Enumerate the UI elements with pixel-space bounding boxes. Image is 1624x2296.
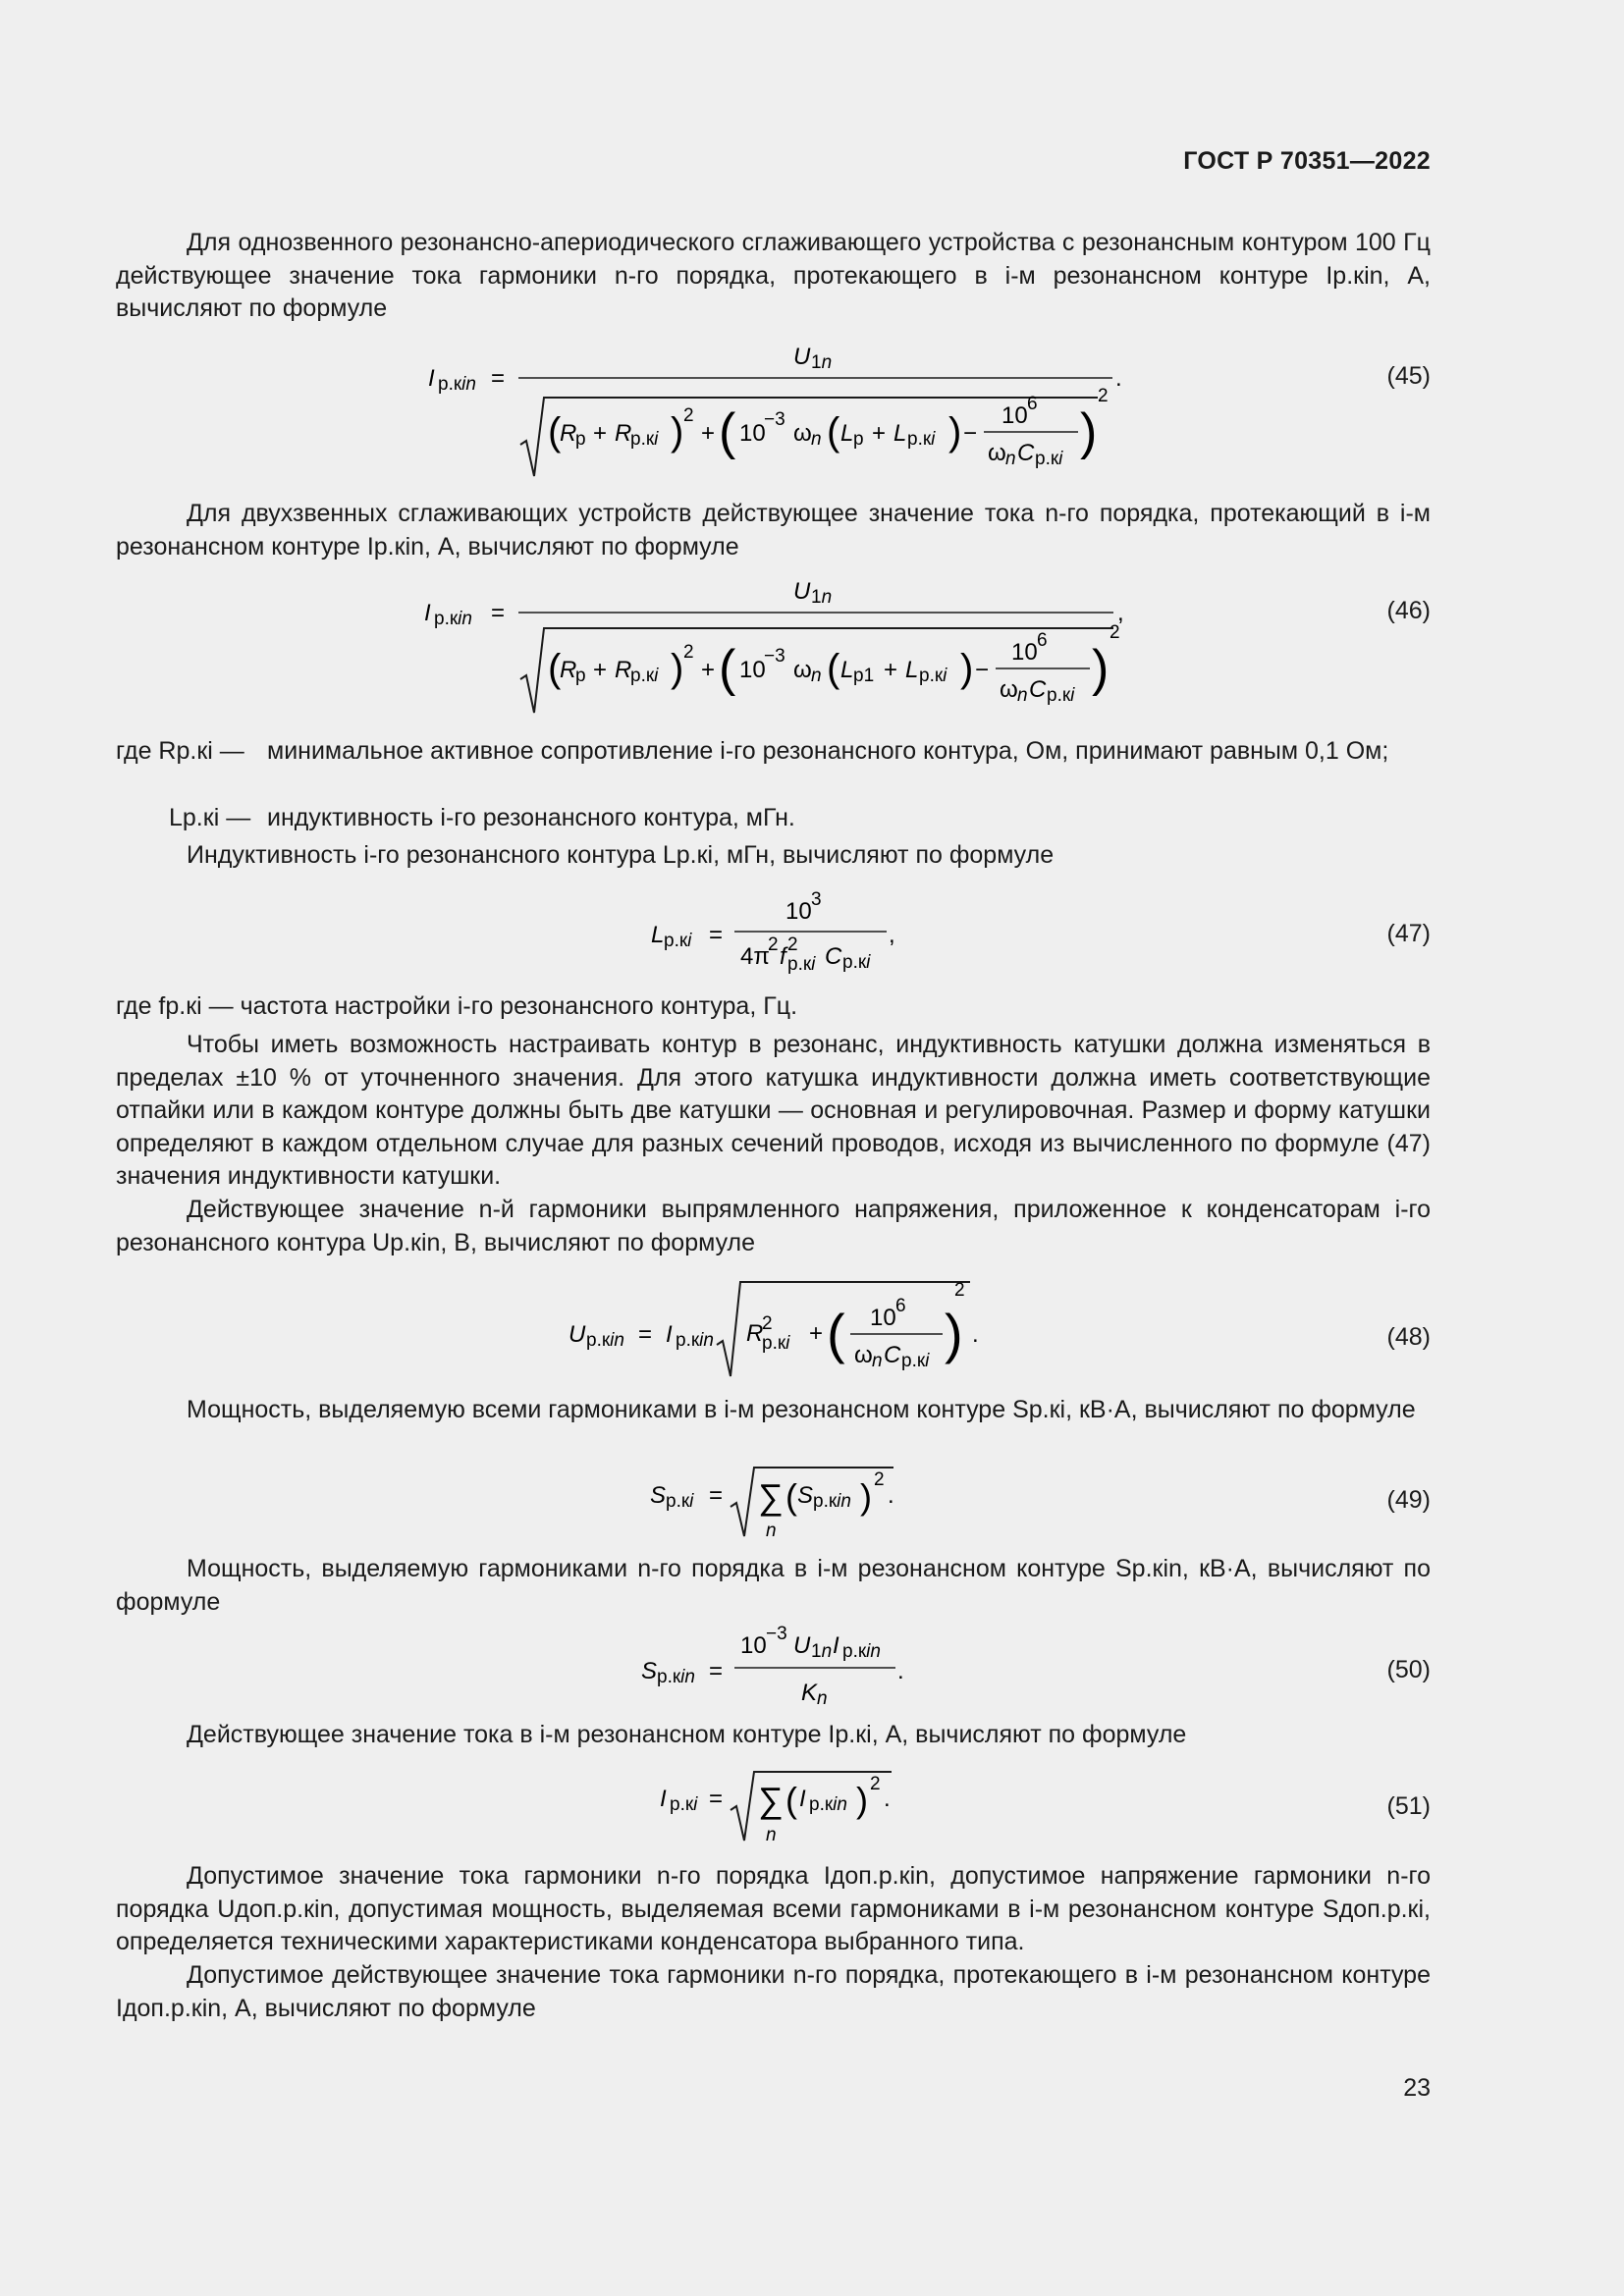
svg-text:2: 2 (954, 1280, 965, 1301)
equation-51 (116, 1760, 1431, 1848)
svg-text:L: L (840, 657, 854, 683)
definition-text: минимальное активное сопротивление i-го резонансного контура, Ом, принимают равным 0,1 Ом; (267, 737, 1389, 765)
svg-text:+: + (701, 420, 716, 447)
svg-text:.: . (972, 1321, 979, 1348)
svg-text:2: 2 (762, 1313, 773, 1334)
svg-text:р: р (575, 666, 586, 686)
svg-text:6: 6 (895, 1296, 906, 1316)
svg-text:10: 10 (870, 1305, 896, 1331)
svg-text:(: ( (785, 1476, 797, 1517)
svg-text:ω: ω (793, 657, 812, 683)
paragraph: Мощность, выделяемую гармониками n-го порядка в i-м резонансном контуре Sр.кin, кВ·А, вычисляют по формуле (116, 1555, 1431, 1616)
svg-text:+: + (884, 657, 898, 683)
svg-text:=: = (491, 600, 506, 626)
svg-text:р.кi: р.кi (787, 954, 816, 975)
svg-text:): ) (945, 1303, 963, 1364)
svg-text:4π: 4π (740, 943, 770, 970)
definition: где fр.кi — частота настройки i-го резонансного контура, Гц. (116, 992, 798, 1020)
paragraph: Для однозвенного резонансно-апериодического сглаживающего устройства с резонансным контуром 100 Гц действующее значение тока гармоники n-го порядка, протекающего в i-м резонансном контуре Iр.кin, А, вычисляют по формуле (116, 229, 1431, 322)
svg-text:р.кi: р.кi (664, 931, 692, 951)
svg-text:R: R (560, 657, 577, 683)
svg-text:(: ( (548, 647, 562, 690)
svg-text:n: n (811, 429, 822, 450)
paragraph: Действующее значение n-й гармоники выпрямленного напряжения, приложенное к конденсаторам i-го резонансного контура Uр.кin, В, вычисляют по формуле (116, 1196, 1431, 1256)
svg-text:р.кi: р.кi (762, 1333, 790, 1354)
svg-text:−: − (963, 420, 978, 447)
svg-text:): ) (856, 1780, 868, 1820)
paragraph: Для двухзвенных сглаживающих устройств действующее значение тока n-го порядка, протекающий в i-м резонансном контуре Iр.кin, А, вычисляют по формуле (116, 500, 1431, 561)
paragraph: Действующее значение тока в i-м резонансном контуре Iр.кi, А, вычисляют по формуле (187, 1721, 1187, 1748)
svg-text:10: 10 (739, 657, 766, 683)
svg-text:n: n (811, 666, 822, 686)
svg-text:R: R (560, 420, 577, 447)
formula-51 (116, 1760, 1431, 1848)
equation-46 (116, 573, 1431, 721)
svg-text:C: C (825, 943, 842, 970)
svg-text:р.кi: р.кi (1047, 685, 1075, 706)
document-id: ГОСТ Р 70351—2022 (1183, 147, 1431, 175)
svg-text:f: f (780, 943, 786, 970)
svg-text:.: . (897, 1658, 904, 1684)
svg-text:C: C (1029, 676, 1047, 703)
definition-text: индуктивность i-го резонансного контура, мГн. (267, 804, 795, 831)
svg-text:R: R (615, 657, 632, 683)
svg-text:р.кin: р.кin (676, 1330, 714, 1351)
svg-text:): ) (948, 410, 962, 454)
svg-text:+: + (593, 657, 608, 683)
svg-text:р.кin: р.кin (657, 1667, 695, 1687)
equation-number: (48) (1386, 1323, 1431, 1351)
svg-text:I: I (799, 1786, 806, 1812)
svg-text:.: . (888, 1482, 894, 1509)
paragraph: Чтобы иметь возможность настраивать контур в резонанс, индуктивность катушки должна изменяться в пределах ±10 % от уточненного значения. Для этого катушка индуктивности должна иметь соответствующие отпайки или в каждом контуре должны быть две катушки — основная и регулировочная. Размер и форму катушки определяют в каждом отдельном случае для разных сечений проводов, исходя из вычисленного по формуле (47) значения индуктивности катушки. (116, 1031, 1431, 1190)
paragraph: Индуктивность i-го резонансного контура Lр.кi, мГн, вычисляют по формуле (187, 841, 1055, 869)
formula-47 (116, 883, 1431, 982)
svg-text:р.кi: р.кi (919, 666, 947, 686)
paragraph: Мощность, выделяемую всеми гармониками в i-м резонансном контуре Sр.кi, кВ·А, вычисляют по формуле (187, 1396, 1416, 1423)
svg-text:,: , (1117, 600, 1124, 626)
svg-text:L: L (651, 922, 665, 948)
formula-48 (116, 1274, 1431, 1382)
svg-text:+: + (593, 420, 608, 447)
svg-text:n: n (817, 1688, 828, 1709)
svg-text:р.кi: р.кi (1035, 449, 1063, 469)
svg-text:=: = (709, 922, 724, 948)
svg-text:I: I (833, 1632, 839, 1659)
svg-text:2: 2 (870, 1774, 881, 1794)
equation-number: (51) (1386, 1792, 1431, 1820)
svg-text:2: 2 (1110, 622, 1120, 643)
svg-text:6: 6 (1027, 394, 1038, 414)
svg-text:L: L (905, 657, 919, 683)
svg-text:р: р (853, 429, 864, 450)
svg-text:2: 2 (874, 1469, 885, 1490)
svg-text:2: 2 (768, 934, 779, 955)
svg-text:(: ( (827, 410, 840, 454)
svg-text:2: 2 (1098, 386, 1109, 406)
svg-text:2: 2 (683, 405, 694, 426)
formula-49 (116, 1458, 1431, 1546)
svg-text:): ) (671, 410, 684, 454)
equation-48 (116, 1274, 1431, 1382)
svg-text:.: . (1115, 365, 1122, 392)
svg-text:∑: ∑ (758, 1780, 784, 1820)
svg-text:3: 3 (811, 889, 822, 910)
svg-text:р.кin: р.кin (586, 1330, 624, 1351)
svg-text:10: 10 (785, 898, 812, 925)
svg-text:): ) (671, 647, 684, 690)
svg-text:=: = (638, 1321, 653, 1348)
svg-text:−3: −3 (764, 409, 785, 430)
svg-text:10: 10 (1001, 402, 1028, 429)
svg-text:−3: −3 (766, 1624, 787, 1644)
svg-text:U: U (793, 578, 811, 605)
svg-text:I: I (428, 365, 435, 392)
svg-text:=: = (491, 365, 506, 392)
svg-text:K: K (801, 1680, 818, 1706)
svg-text:(: ( (548, 410, 562, 454)
formula-45 (116, 339, 1431, 486)
equation-number: (45) (1386, 362, 1431, 390)
svg-text:L: L (840, 420, 854, 447)
svg-text:(: ( (719, 640, 736, 697)
equation-50 (116, 1620, 1431, 1718)
svg-text:р.кi: р.кi (907, 429, 936, 450)
svg-text:∑: ∑ (758, 1476, 784, 1517)
svg-text:R: R (615, 420, 632, 447)
formula-50 (116, 1620, 1431, 1718)
svg-text:р1: р1 (853, 666, 875, 686)
definition-term: где Rр.кi — (116, 737, 244, 765)
svg-text:р.кin: р.кin (438, 374, 476, 395)
svg-text:2: 2 (787, 934, 798, 955)
svg-text:S: S (797, 1482, 814, 1509)
svg-text:10: 10 (1011, 639, 1038, 666)
svg-text:=: = (709, 1482, 724, 1509)
svg-text:р.кin: р.кin (809, 1794, 847, 1815)
svg-text:L: L (893, 420, 907, 447)
svg-text:n: n (766, 1521, 777, 1541)
svg-text:S: S (650, 1482, 667, 1509)
svg-text:р.кi: р.кi (630, 429, 659, 450)
svg-text:ω: ω (1000, 676, 1018, 703)
page-number: 23 (1403, 2074, 1431, 2102)
svg-text:): ) (860, 1476, 872, 1517)
svg-text:10: 10 (739, 420, 766, 447)
svg-text:ω: ω (988, 440, 1006, 466)
svg-text:C: C (884, 1342, 901, 1368)
svg-text:+: + (809, 1320, 824, 1347)
svg-text:): ) (1080, 403, 1098, 460)
svg-text:S: S (641, 1658, 658, 1684)
svg-text:I: I (666, 1321, 673, 1348)
equation-number: (49) (1386, 1486, 1431, 1514)
svg-text:р.кi: р.кi (670, 1794, 698, 1815)
svg-text:р.кi: р.кi (666, 1491, 694, 1512)
svg-text:р: р (575, 429, 586, 450)
definition-term: Lр.кi — (169, 804, 251, 831)
svg-text:(: ( (719, 403, 736, 460)
svg-text:р.кi: р.кi (842, 952, 871, 973)
svg-text:+: + (872, 420, 887, 447)
svg-text:ω: ω (793, 420, 812, 447)
svg-text:R: R (746, 1320, 764, 1347)
svg-text:1n: 1n (811, 1641, 833, 1662)
svg-text:C: C (1017, 440, 1035, 466)
equation-45 (116, 339, 1431, 486)
svg-text:ω: ω (854, 1342, 873, 1368)
svg-text:1n: 1n (811, 352, 833, 373)
paragraph: Допустимое действующее значение тока гармоники n-го порядка, протекающего в i-м резонансном контуре Iдоп.р.кin, А, вычисляют по формуле (116, 1961, 1431, 2022)
svg-text:р.кin: р.кin (434, 609, 472, 629)
svg-text:р.кin: р.кin (842, 1641, 881, 1662)
svg-text:(: ( (827, 1303, 845, 1364)
svg-text:U: U (568, 1321, 586, 1348)
svg-text:n: n (1005, 449, 1016, 469)
svg-text:I: I (424, 600, 431, 626)
svg-text:+: + (701, 657, 716, 683)
equation-number: (46) (1386, 597, 1431, 624)
svg-text:=: = (709, 1786, 724, 1812)
svg-text:.: . (884, 1786, 891, 1812)
equation-number: (47) (1386, 920, 1431, 947)
svg-text:10: 10 (740, 1632, 767, 1659)
svg-text:n: n (766, 1825, 777, 1845)
svg-text:р.кin: р.кin (813, 1491, 851, 1512)
svg-text:): ) (960, 647, 974, 690)
svg-text:U: U (793, 1632, 811, 1659)
svg-text:I: I (660, 1786, 667, 1812)
svg-text:2: 2 (683, 642, 694, 663)
svg-text:n: n (1017, 685, 1028, 706)
svg-text:n: n (872, 1351, 883, 1371)
svg-text:,: , (889, 922, 895, 948)
svg-text:=: = (709, 1658, 724, 1684)
equation-49 (116, 1458, 1431, 1546)
svg-text:6: 6 (1037, 630, 1048, 651)
svg-text:(: ( (785, 1780, 797, 1820)
svg-text:−: − (975, 657, 990, 683)
svg-text:р.кi: р.кi (901, 1351, 930, 1371)
svg-text:−3: −3 (764, 646, 785, 667)
svg-text:1n: 1n (811, 587, 833, 608)
formula-46 (116, 573, 1431, 721)
equation-47 (116, 883, 1431, 982)
svg-text:): ) (1092, 640, 1110, 697)
equation-number: (50) (1386, 1656, 1431, 1683)
svg-text:U: U (793, 344, 811, 370)
svg-text:(: ( (827, 647, 840, 690)
svg-text:р.кi: р.кi (630, 666, 659, 686)
paragraph: Допустимое значение тока гармоники n-го порядка Iдоп.р.кin, допустимое напряжение гармоники n-го порядка Uдоп.р.кin, допустимая мощность, выделяемая всеми гармониками в i-м резонансном контуре Sдоп.р.кi, определяется техническими характеристиками конденсатора выбранного типа. (116, 1862, 1431, 1955)
